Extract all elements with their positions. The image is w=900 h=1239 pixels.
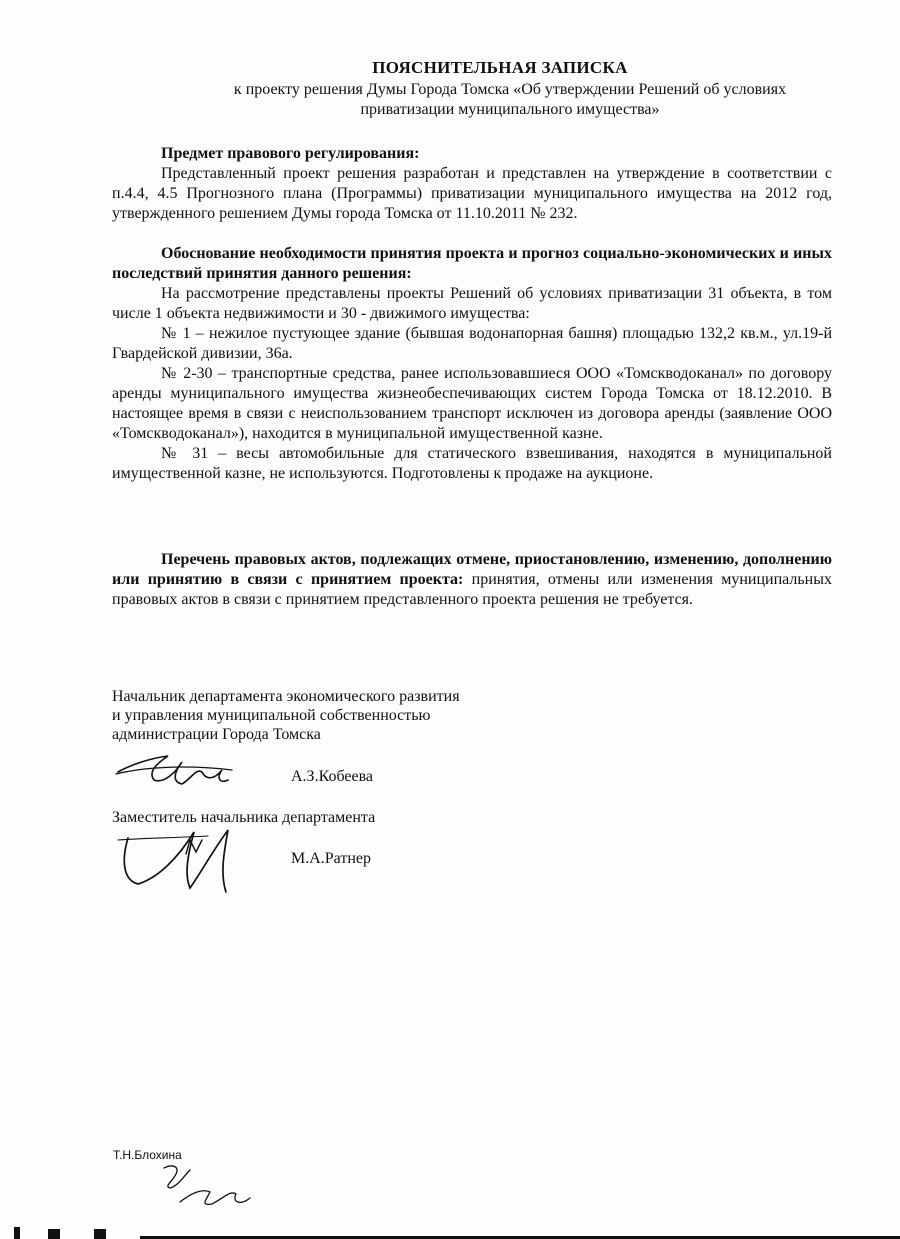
section-3-paragraph [112,550,832,610]
executor-initials [150,1158,270,1218]
signer-2-name: М.А.Ратнер [291,850,372,867]
executor-name: Т.Н.Блохина [113,1148,182,1162]
section-2-paragraph-4: № 31 – весы автомобильные для статического взвешивания, находятся в муниципальной имущественной казне, не используются. Подготовлены к продаже на аукционе. [112,445,832,482]
subtitle-line-1: к проекту решения Думы Города Томска «Об утверждении Решений об условиях [233,81,787,98]
section-2-paragraph-1: На рассмотрение представлены проекты Решений об условиях приватизации 31 объекта, в том числе 1 объекта недвижимости и 30 - движимого имущества: [112,285,832,322]
section-2-paragraph-2: № 1 – нежилое пустующее здание (бывшая водонапорная башня) площадью 132,2 кв.м., ул.19-й Гвардейской дивизии, 36а. [112,325,832,362]
signature-2 [108,818,268,898]
section-1-text: Представленный проект решения разработан и представлен на утверждение в соответствии с п.4.4, 4.5 Прогнозного плана (Программы) приватизации муниципального имущества на 2012 год, утвержденного решением Думы города Томска от 11.10.2011 № 232. [112,165,832,222]
section-justification [112,244,832,484]
signer-2-title: Заместитель начальника департамента [112,809,376,826]
section-legal-acts [112,550,832,610]
document-subtitle [120,80,900,120]
signer-1-title [112,687,460,744]
subtitle-line-2: приватизации муниципального имущества» [360,101,660,118]
document-title: ПОЯСНИТЕЛЬНАЯ ЗАПИСКА [372,58,628,77]
signature-1 [112,750,242,790]
signer-1-title-line-1: Начальник департамента экономического развития [112,688,460,705]
section-legal-subject [112,144,832,224]
section-3-heading: Перечень правовых актов, подлежащих отмене, приостановлению, изменению, дополнению или принятию в связи с принятием проекта: [112,551,832,588]
signer-1-title-line-3: администрации Города Томска [112,726,321,743]
signer-1-title-line-2: и управления муниципальной собственностью [112,707,431,724]
scan-artifact-1 [14,1227,20,1239]
scan-artifact-2 [48,1229,60,1239]
signer-1-name: А.З.Кобеева [291,768,374,785]
section-3-text: принятия, отмены или изменения муниципальных правовых актов в связи с принятием представленного проекта решения не требуется. [112,571,832,608]
section-1-heading: Предмет правового регулирования: [161,145,420,162]
section-2-heading: Обоснование необходимости принятия проекта и прогноз социально-экономических и иных последствий принятия данного решения: [112,245,832,282]
scan-artifact-3 [94,1229,106,1239]
section-2-paragraph-3: № 2-30 – транспортные средства, ранее использовавшиеся ООО «Томскводоканал» по договору аренды муниципального имущества жизнеобеспечивающих систем Города Томска от 18.12.2010. В настоящее время в связи с неиспользованием транспорт исключен из договора аренды (заявление ООО «Томскводоканал»), находится в муниципальной имущественной казне. [112,365,832,442]
